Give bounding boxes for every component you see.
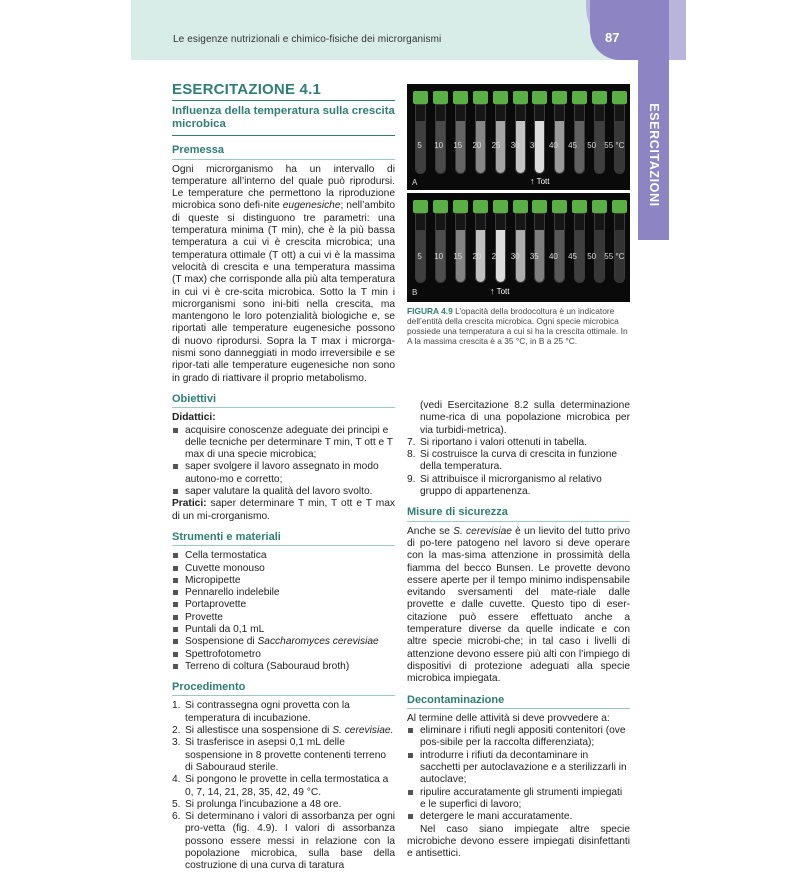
obiettivi-list (172, 425, 395, 499)
tube-cap (513, 200, 528, 213)
section-heading-premessa: Premessa (172, 144, 224, 157)
exercise-title: ESERCITAZIONE 4.1 (172, 81, 321, 98)
test-tube (453, 200, 468, 285)
tube-body (534, 104, 545, 174)
step6-continuation: (vedi Esercitazione 8.2 sulla determinazione nume-rica di una popolazione microbica per via turbidi-metrica). (420, 400, 630, 436)
tube-body (614, 213, 625, 283)
test-tube (433, 91, 448, 176)
temperature-label: 30 (510, 252, 520, 261)
test-tube (493, 200, 508, 285)
tube-rack-b (410, 200, 627, 285)
divider (172, 100, 395, 101)
section-heading-procedimento: Procedimento (172, 681, 246, 694)
list-item: 5. Si prolunga l’incubazione a 48 ore. (172, 798, 342, 810)
list-item: acquisire conoscenze adeguate dei principi e delle tecniche per determinare T min, T ott e T max di una specie microbica; (172, 425, 395, 462)
test-tube (532, 200, 547, 285)
temperature-label: 10 (434, 141, 444, 150)
list-item: saper svolgere il lavoro assegnato in modo autono-mo e corretto; (172, 461, 395, 486)
section-heading-sicurezza: Misure di sicurezza (407, 506, 508, 519)
tube-body (515, 213, 526, 283)
pratici-label: Pratici: (172, 498, 207, 510)
section-heading-obiettivi: Obiettivi (172, 392, 217, 405)
list-item: 2. Si allestisce una sospensione di S. cerevisiae. (172, 725, 394, 737)
premessa-part: ; nell’ambito di queste si distinguono tre parametri: una temperatura minima (T min), che è la più bassa temperatura a cui vi è crescita microbica; una temperatura ottimale (T ott) a cui vi è la massima velocità di crescita e una temperatura massima (T max) che corrisponde alla più alta temperatura in cui vi è cre-scita microbica. Sotto la T min i microrganismi sono ini-biti nella crescita, ma mantengono le loro potenzialità biologiche e, se riportati alle temperature eugenesiche possono di nuovo riprodursi. Sopra la T max i microrga-nismi sono danneggiati in modo irreversibile e se ripor-tati alle temperature eugenesiche non sono in grado di riattivare il proprio metabolismo. (172, 200, 395, 384)
temperature-label: 45 (568, 252, 578, 261)
step-text: Si trasferisce in asepsi 0,1 mL delle sospensione in 8 provette contenenti terreno di Sabouraud sterile. (185, 737, 387, 773)
tube-cap (453, 200, 468, 213)
tube-body (455, 213, 466, 283)
divider (407, 521, 630, 522)
temperature-label: 50 (587, 252, 597, 261)
test-tube (592, 91, 607, 176)
section-heading-decontaminazione: Decontaminazione (407, 693, 505, 706)
tube-body (495, 213, 506, 283)
divider (172, 407, 395, 408)
tube-body (574, 104, 585, 174)
temperature-label: 5 (417, 141, 422, 150)
pratici-text (172, 498, 395, 523)
temperature-label: 55 °C (604, 252, 625, 261)
tube-cap (413, 200, 428, 213)
panel-label-b: B (412, 288, 418, 297)
tube-rack-a (410, 91, 627, 176)
divider (172, 135, 395, 136)
list-item: Pennarello indelebile (172, 587, 395, 599)
tube-body (455, 104, 466, 174)
chapter-title: Le esigenze nutrizionali e chimico-fisiche dei microrganismi (173, 34, 442, 45)
tube-cap (413, 91, 428, 104)
tube-body (515, 104, 526, 174)
divider (172, 545, 395, 546)
procedimento-list-cont (407, 437, 630, 498)
list-item: 3. Si trasferisce in asepsi 0,1 mL delle sospensione in 8 provette contenenti terreno di Sabouraud sterile. (172, 737, 387, 773)
temperature-label: 40 (548, 252, 558, 261)
section-heading-strumenti: Strumenti e materiali (172, 530, 281, 543)
list-item: Micropipette (172, 575, 395, 587)
step-text: Si determinano i valori di assorbanza per ogni pro-vetta (fig. 4.9). I valori di assorbanza possono essere messi in relazione con la popolazione microbica, sulla base della costruzione di una curva di taratura (185, 811, 395, 872)
test-tube (513, 200, 528, 285)
exercise-subtitle: Influenza della temperatura sulla crescita microbica (172, 105, 395, 131)
species-name: S. cerevisiae (453, 525, 512, 537)
test-tube (612, 200, 627, 285)
tube-cap (453, 91, 468, 104)
tube-body (574, 213, 585, 283)
tube-cap (513, 91, 528, 104)
left-column (172, 81, 395, 873)
temperature-label: 50 (587, 141, 597, 150)
list-item: Cella termostatica (172, 550, 395, 562)
temperature-label: 15 (453, 141, 463, 150)
divider (172, 159, 395, 160)
temperature-label: 10 (434, 252, 444, 261)
list-item-text: Sospensione di (185, 636, 258, 648)
tube-body (435, 213, 446, 283)
right-column (407, 400, 630, 860)
step-text: Si attribuisce il microrganismo al relativo gruppo di appartenenza. (420, 473, 602, 498)
species-name: S. cerevisiae. (332, 725, 394, 737)
step-text: Si riportano i valori ottenuti in tabella. (420, 436, 588, 448)
list-item: Puntali da 0,1 mL (172, 624, 395, 636)
arrow-up-icon: ↑ (530, 176, 535, 186)
tube-body (554, 104, 565, 174)
panel-label-a: A (412, 178, 418, 187)
tube-body (475, 213, 486, 283)
didattici-label: Didattici: (172, 412, 216, 424)
tube-cap (493, 91, 508, 104)
list-item: 6. Si determinano i valori di assorbanza per ogni pro-vetta (fig. 4.9). I valori di assorbanza possono essere messi in relazione con la popolazione microbica, sulla base della costruzione di una curva di taratura (172, 811, 395, 872)
tott-label: Tott (496, 287, 510, 296)
list-item: 1. Si contrassegna ogni provetta con la temperatura di incubazione. (172, 700, 350, 724)
tube-cap (552, 200, 567, 213)
tott-marker-a (530, 176, 549, 186)
tube-cap (532, 200, 547, 213)
procedimento-list (172, 700, 395, 872)
list-item: Cuvette monouso (172, 563, 395, 575)
tube-body (554, 213, 565, 283)
step-text: Si pongono le provette in cella termostatica a 0, 7, 14, 21, 28, 35, 42, 49 °C. (185, 774, 389, 798)
arrow-up-icon: ↑ (490, 286, 495, 296)
premessa-text (172, 164, 395, 385)
list-item: Spettrofotometro (172, 649, 395, 661)
tube-body (415, 213, 426, 283)
tube-body (594, 213, 605, 283)
test-tube (413, 91, 428, 176)
test-tube (473, 91, 488, 176)
page-number: 87 (605, 30, 620, 45)
decontaminazione-closing: Nel caso siano impiegate altre specie microbiche devono essere impiegati disinfettanti e antisettici. (407, 823, 630, 860)
tube-cap (473, 200, 488, 213)
step-text: Si prolunga l’incubazione a 48 ore. (185, 798, 342, 810)
test-tube (572, 91, 587, 176)
tott-label: Tott (536, 177, 550, 186)
divider (172, 695, 395, 696)
temperature-labels-a (407, 141, 630, 150)
tube-body (475, 104, 486, 174)
tube-body (614, 104, 625, 174)
tube-cap (572, 91, 587, 104)
sicurezza-part: è un lievito del tutto privo di po-tere patogeno nel lavoro si deve operare con la mas-sima attenzione in prossimità della fiamma del becco Bunsen. Le provette devono essere aperte per il tempo minimo indispensabile evitando sversamenti del mate-riale dalle provette e dalle cuvette. Questo tipo di eser-citazione può essere effettuato anche a temperature diverse da quelle indicate e con altre specie microbi-che; in tal caso i livelli di attenzione devono essere più alti con l’impiego di dispositivi di protezione adeguati alla specie microbica impiegata. (407, 525, 630, 685)
tube-cap (552, 91, 567, 104)
list-item: detergere le mani accuratamente. (407, 811, 630, 823)
list-item: Provette (172, 612, 395, 624)
tube-cap (572, 200, 587, 213)
test-tube (513, 91, 528, 176)
tube-cap (433, 91, 448, 104)
strumenti-list (172, 550, 395, 673)
list-item: 4. Si pongono le provette in cella termostatica a 0, 7, 14, 21, 28, 35, 42, 49 °C. (172, 774, 389, 798)
test-tube (473, 200, 488, 285)
figure-photo-b (407, 193, 630, 302)
list-item: 8. Si costruisce la curva di crescita in funzione della temperatura. (407, 449, 618, 473)
step-text: Si contrassegna ogni provetta con la temperatura di incubazione. (185, 700, 350, 724)
tube-body (594, 104, 605, 174)
species-name: Saccharomyces cerevisiae (257, 636, 379, 648)
list-item: eliminare i rifiuti negli appositi contenitori (ove pos-sibile per la raccolta differenziata); (407, 725, 630, 750)
list-item: 7. Si riportano i valori ottenuti in tabella. (407, 436, 588, 448)
list-item: introdurre i rifiuti da decontaminare in sacchetti per autoclavazione e a sterilizzarli in autoclave; (407, 750, 630, 787)
side-tab-label-wrap (638, 105, 669, 205)
figure-photo-a (407, 84, 630, 190)
pratici-body: saper determinare T min, T ott e T max di un mi-crorganismo. (172, 498, 395, 522)
side-tab-label: ESERCITAZIONI (646, 103, 661, 207)
temperature-label: 20 (472, 252, 482, 261)
premessa-part: Ogni microrganismo ha un intervallo di temperature all’interno del quale può riprodursi. Le temperature che permettono la riproduzione microbica sono defi-nite (172, 163, 395, 212)
list-item: Terreno di coltura (Sabouraud broth) (172, 661, 395, 673)
tott-marker-b (490, 286, 509, 296)
divider (407, 708, 630, 709)
premessa-emphasis: eugenesiche (282, 200, 341, 212)
temperature-label: 30 (510, 141, 520, 150)
tube-cap (592, 91, 607, 104)
tube-body (495, 104, 506, 174)
tube-cap (592, 200, 607, 213)
list-item: ripulire accuratamente gli strumenti impiegati e le superfici di lavoro; (407, 787, 630, 812)
tube-cap (532, 91, 547, 104)
tube-body (415, 104, 426, 174)
test-tube (433, 200, 448, 285)
step-text: Si allestisce una sospensione di (185, 725, 333, 737)
test-tube (453, 91, 468, 176)
tube-cap (433, 200, 448, 213)
temperature-label: 35 (529, 252, 539, 261)
tube-cap (612, 91, 627, 104)
temperature-label: 55 °C (604, 141, 625, 150)
temperature-label: 5 (417, 252, 422, 261)
tube-body (435, 104, 446, 174)
temperature-label: 20 (472, 141, 482, 150)
tube-cap (612, 200, 627, 213)
test-tube (592, 200, 607, 285)
decontaminazione-intro: Al termine delle attività si deve provvedere a: (407, 712, 610, 724)
tube-cap (493, 200, 508, 213)
test-tube (493, 91, 508, 176)
temperature-label: 25 (491, 252, 501, 261)
test-tube (413, 200, 428, 285)
test-tube (612, 91, 627, 176)
temperature-labels-b (407, 252, 630, 261)
caption-text: L’opacità della brodocoltura è un indicatore dell’entità della crescita microbica. Ogni specie microbica possiede una temperatura a cui si ha la crescita ottimale. In A la massima crescita è a 35 °C, in B a 25 °C. (407, 306, 628, 346)
sicurezza-text (407, 526, 630, 686)
step-text: Si costruisce la curva di crescita in funzione della temperatura. (420, 449, 618, 473)
test-tube (572, 200, 587, 285)
list-item (172, 636, 395, 648)
temperature-label: 15 (453, 252, 463, 261)
test-tube (552, 200, 567, 285)
figure-label: FIGURA 4.9 (407, 306, 453, 316)
list-item: saper valutare la qualità del lavoro svolto. (172, 486, 395, 498)
temperature-label: 35 (529, 141, 539, 150)
test-tube (532, 91, 547, 176)
temperature-label: 45 (568, 141, 578, 150)
list-item: 9. Si attribuisce il microrganismo al relativo gruppo di appartenenza. (407, 473, 602, 498)
test-tube (552, 91, 567, 176)
temperature-label: 40 (548, 141, 558, 150)
sicurezza-part: Anche se (407, 525, 454, 537)
list-item: Portaprovette (172, 599, 395, 611)
tube-body (534, 213, 545, 283)
header-band (131, 0, 638, 60)
tube-cap (473, 91, 488, 104)
temperature-label: 25 (491, 141, 501, 150)
figure-caption (407, 306, 630, 346)
decontaminazione-list (407, 725, 630, 823)
